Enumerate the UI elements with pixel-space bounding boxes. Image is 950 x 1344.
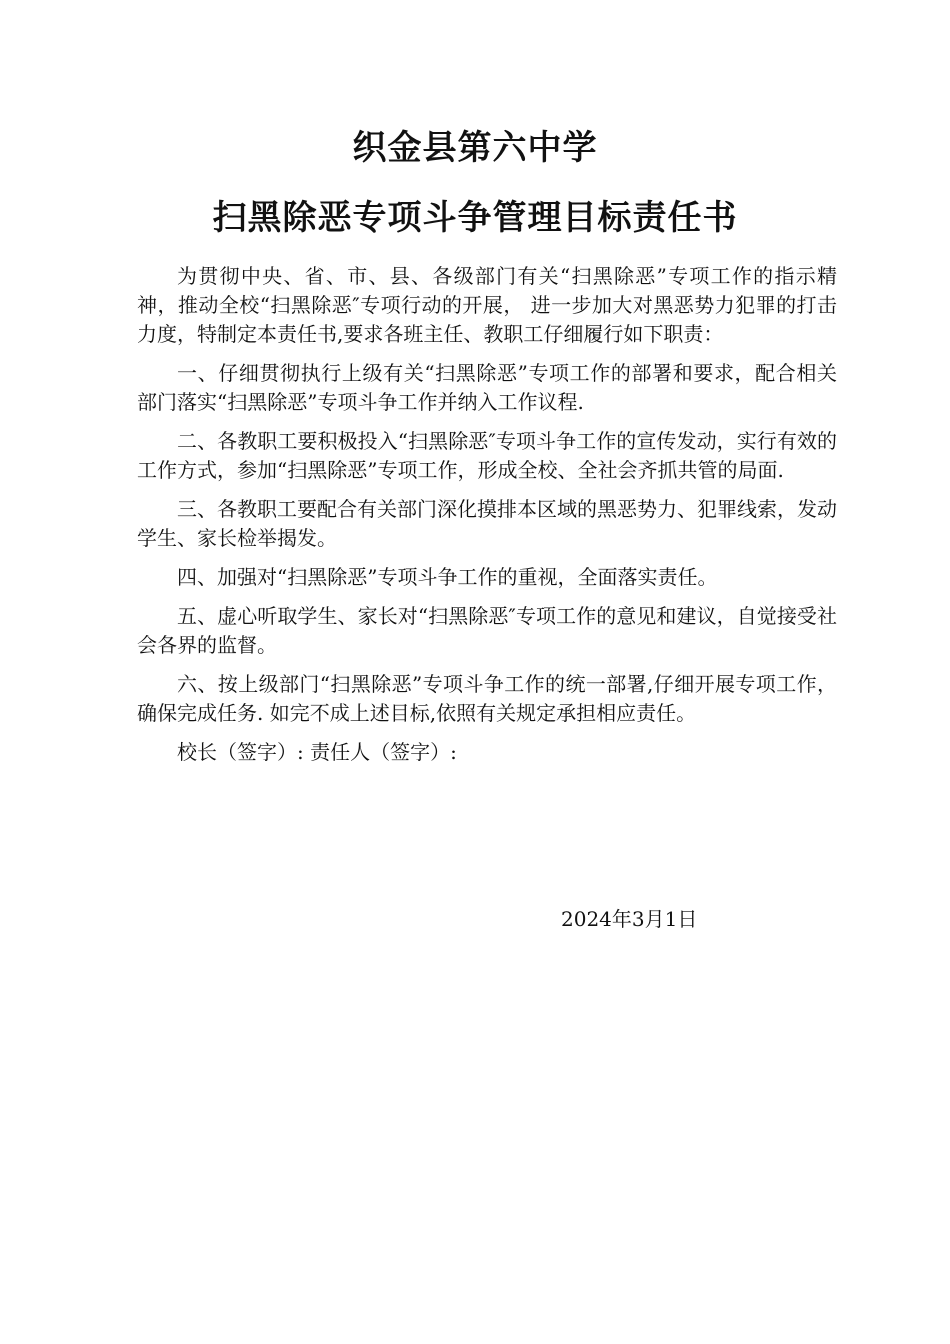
duty-item-5: 五、虚心听取学生、家长对“扫黑除恶″专项工作的意见和建议，自觉接受社会各界的监督。 — [137, 604, 837, 657]
document-date: 2024年3月1日 — [561, 907, 698, 931]
duty-item-3: 三、各教职工要配合有关部门深化摸排本区域的黑恶势力、犯罪线索，发动学生、家长检举揭发。 — [137, 497, 837, 550]
duty-item-2: 二、各教职工要积极投入“扫黑除恶″专项斗争工作的宣传发动，实行有效的工作方式，参加“扫黑除恶”专项工作，形成全校、全社会齐抓共管的局面. — [137, 429, 837, 482]
signature-line: 校长（签字）: 责任人（签字）: — [177, 740, 457, 764]
duty-item-4: 四、加强对“扫黑除恶”专项斗争工作的重视，全面落实责任。 — [177, 565, 718, 589]
document-title-school: 织金县第六中学 — [352, 128, 598, 168]
intro-paragraph: 为贯彻中央、省、市、县、各级部门有关“扫黑除恶”专项工作的指示精神，推动全校“扫黑除恶″专项行动的开展， 进一步加大对黑恶势力犯罪的打击力度，特制定本责任书,要求各班主任、教职工仔细履行如下职责： — [137, 264, 837, 346]
duty-item-6: 六、按上级部门“扫黑除恶”专项斗争工作的统一部署,仔细开展专项工作，确保完成任务. 如完不成上述目标,依照有关规定承担相应责任。 — [137, 672, 837, 725]
duty-item-1: 一、仔细贯彻执行上级有关“扫黑除恶”专项工作的部署和要求，配合相关部门落实“扫黑除恶”专项斗争工作并纳入工作议程. — [137, 361, 837, 414]
document-title-main: 扫黑除恶专项斗争管理目标责任书 — [212, 198, 738, 238]
document-body — [137, 262, 837, 776]
